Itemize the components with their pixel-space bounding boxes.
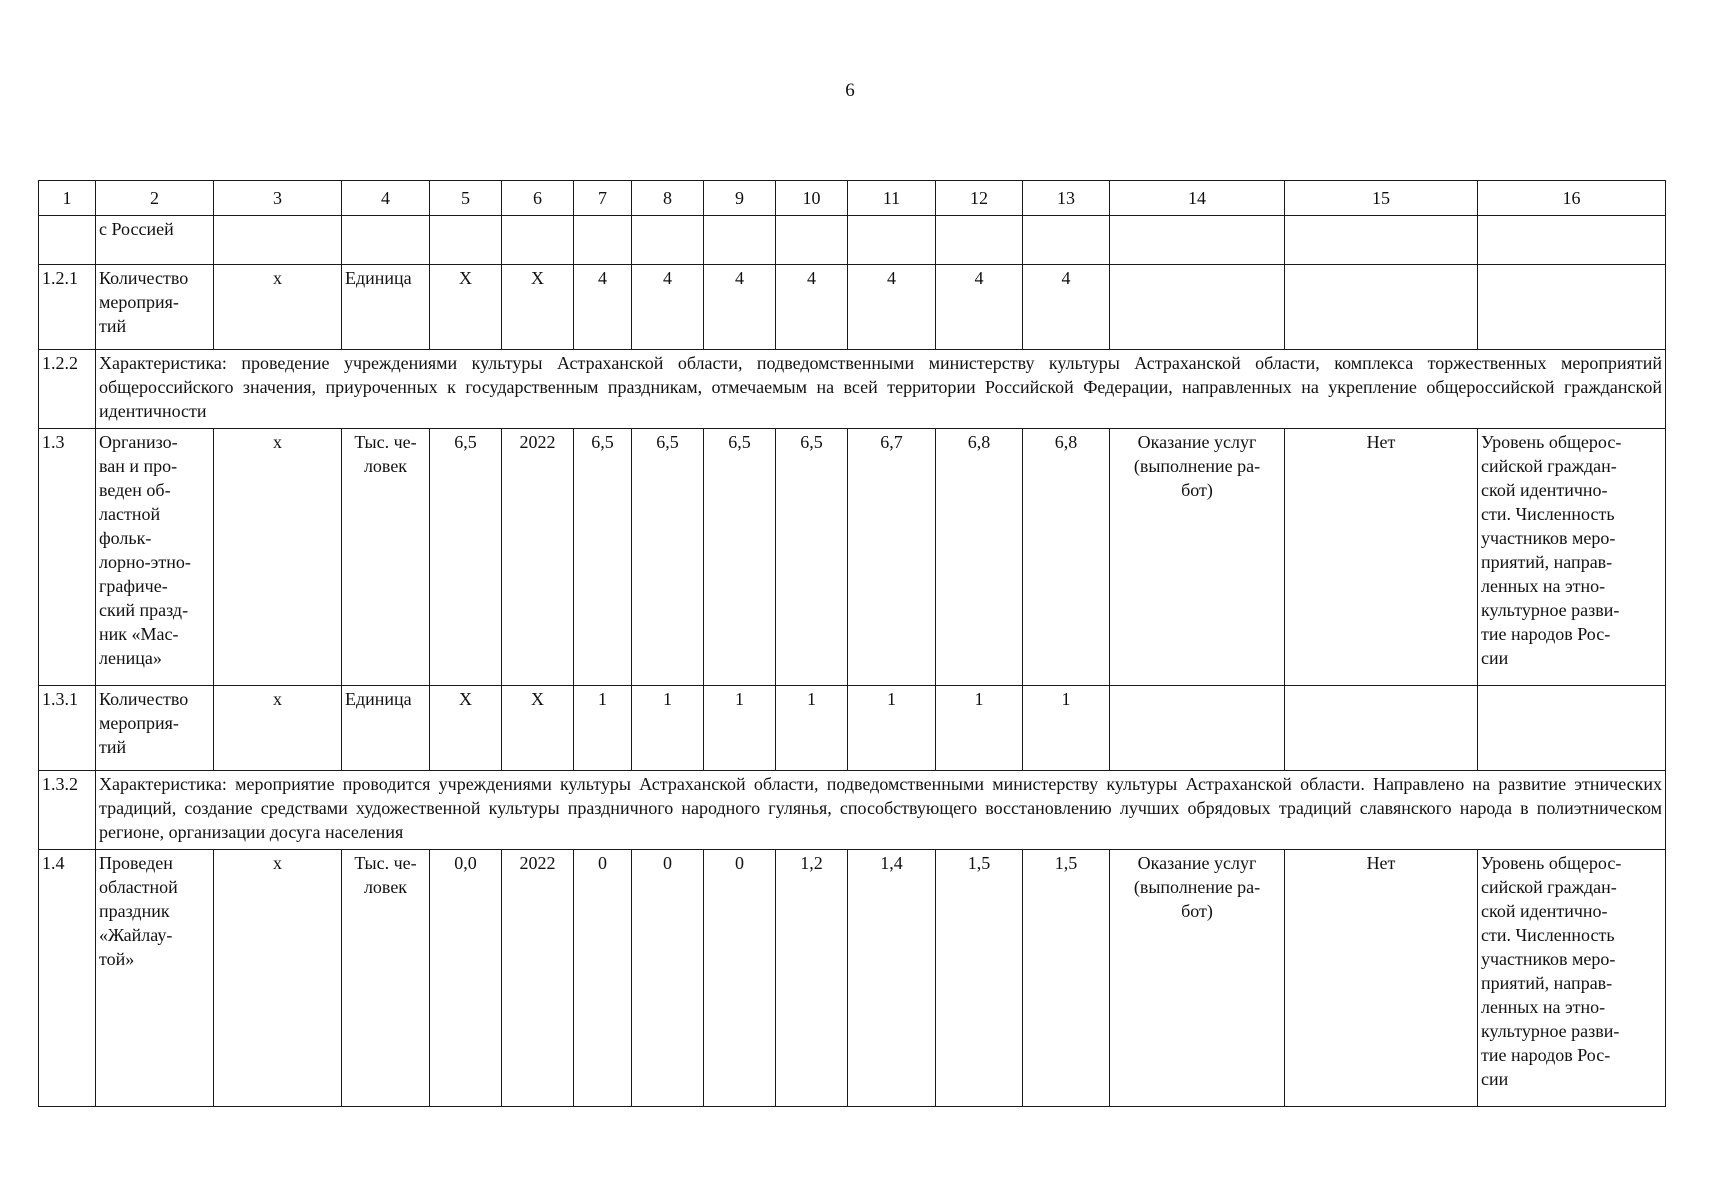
cell-flag: Нет — [1285, 850, 1478, 1107]
table-row — [39, 350, 1666, 429]
cell-value: 4 — [776, 265, 848, 350]
table-row — [39, 771, 1666, 850]
cell-value: 1 — [1023, 686, 1110, 771]
cell-kind: Оказание услуг (выполнение ра- бот) — [1110, 429, 1285, 686]
cell-empty — [1478, 216, 1666, 265]
cell-name: Количество мероприя- тий — [96, 265, 214, 350]
cell-flag: Нет — [1285, 429, 1478, 686]
col-header: 16 — [1478, 181, 1666, 216]
cell-empty — [574, 216, 632, 265]
col-header: 5 — [430, 181, 502, 216]
cell-value: 6,5 — [776, 429, 848, 686]
cell-value: 1,2 — [776, 850, 848, 1107]
table-row — [39, 429, 1666, 686]
cell-number: 1.3.2 — [39, 771, 96, 850]
cell-empty — [704, 216, 776, 265]
cell-type: х — [214, 429, 342, 686]
cell-value: 6,5 — [704, 429, 776, 686]
cell-value: Х — [502, 265, 574, 350]
cell-empty — [342, 216, 430, 265]
table-row — [39, 265, 1666, 350]
col-header: 2 — [96, 181, 214, 216]
cell-value: 1 — [848, 686, 936, 771]
cell-value: 6,5 — [632, 429, 704, 686]
cell-unit: Тыс. че- ловек — [342, 850, 430, 1107]
cell-type: х — [214, 686, 342, 771]
cell-link: Уровень общерос- сийской граждан- ской идентично- сти. Численность участников меро- приятий, направ- ленных на этно- культурное разви- тие народов Рос- сии — [1478, 429, 1666, 686]
cell-value: 1,4 — [848, 850, 936, 1107]
cell-value: 4 — [936, 265, 1023, 350]
cell-value: 1 — [704, 686, 776, 771]
cell-kind: Оказание услуг (выполнение ра- бот) — [1110, 850, 1285, 1107]
cell-link: Уровень общерос- сийской граждан- ской идентично- сти. Численность участников меро- приятий, направ- ленных на этно- культурное разви- тие народов Рос- сии — [1478, 850, 1666, 1107]
table-row — [39, 850, 1666, 1107]
cell-unit: Единица — [342, 265, 430, 350]
page-number: 6 — [845, 80, 855, 101]
cell-empty — [214, 216, 342, 265]
cell-value: 6,5 — [574, 429, 632, 686]
cell-empty — [1110, 265, 1285, 350]
col-header: 3 — [214, 181, 342, 216]
cell-number: 1.2.2 — [39, 350, 96, 429]
cell-value: 6,8 — [1023, 429, 1110, 686]
cell-number: 1.3.1 — [39, 686, 96, 771]
cell-value: 1,5 — [1023, 850, 1110, 1107]
cell-empty — [1478, 265, 1666, 350]
col-header: 8 — [632, 181, 704, 216]
cell-empty — [776, 216, 848, 265]
cell-value: 6,8 — [936, 429, 1023, 686]
cell-value: 1,5 — [936, 850, 1023, 1107]
cell-value: 6,7 — [848, 429, 936, 686]
cell-name: Количество мероприя- тий — [96, 686, 214, 771]
table-row — [39, 216, 1666, 265]
cell-empty — [1110, 686, 1285, 771]
indicators-table — [38, 180, 1666, 1107]
col-header: 15 — [1285, 181, 1478, 216]
cell-empty — [430, 216, 502, 265]
cell-characteristic: Характеристика: мероприятие проводится учреждениями культуры Астраханской области, подведомственными министерству культуры Астраханской области. Направлено на развитие этнических традиций, создание средствами художественной культуры праздничного народного гулянья, способствующего восстановлению лучших обрядовых традиций славянского народа в полиэтническом регионе, организации досуга населения — [96, 771, 1666, 850]
cell-value: 4 — [1023, 265, 1110, 350]
cell-name: Организо- ван и про- веден об- ластной фольк- лорно-этно- графиче- ский празд- ник «Мас- леница» — [96, 429, 214, 686]
cell-type: х — [214, 850, 342, 1107]
col-header: 9 — [704, 181, 776, 216]
cell-type: х — [214, 265, 342, 350]
cell-characteristic: Характеристика: проведение учреждениями культуры Астраханской области, подведомственными министерству культуры Астраханской области, комплекса торжественных мероприятий общероссийского значения, приуроченных к государственным праздникам, отмечаемым на всей территории Российской Федерации, направленных на укрепление общероссийской гражданской идентичности — [96, 350, 1666, 429]
cell-name: Проведен областной праздник «Жайлау- той» — [96, 850, 214, 1107]
cell-unit: Единица — [342, 686, 430, 771]
cell-empty — [632, 216, 704, 265]
cell-value: Х — [430, 686, 502, 771]
cell-value: 1 — [936, 686, 1023, 771]
col-header: 6 — [502, 181, 574, 216]
cell-value: 0 — [704, 850, 776, 1107]
col-header: 10 — [776, 181, 848, 216]
cell-empty — [1285, 686, 1478, 771]
cell-number — [39, 216, 96, 265]
cell-empty — [1110, 216, 1285, 265]
col-header: 1 — [39, 181, 96, 216]
col-header: 13 — [1023, 181, 1110, 216]
col-header: 12 — [936, 181, 1023, 216]
table-row — [39, 686, 1666, 771]
cell-empty — [1478, 686, 1666, 771]
cell-value: 4 — [848, 265, 936, 350]
col-header: 14 — [1110, 181, 1285, 216]
cell-value: 0 — [574, 850, 632, 1107]
cell-number: 1.3 — [39, 429, 96, 686]
cell-empty — [1285, 265, 1478, 350]
cell-number: 1.4 — [39, 850, 96, 1107]
header-row — [39, 181, 1666, 216]
cell-empty — [502, 216, 574, 265]
cell-value: 1 — [574, 686, 632, 771]
cell-empty — [1285, 216, 1478, 265]
col-header: 4 — [342, 181, 430, 216]
cell-empty — [848, 216, 936, 265]
cell-value: 6,5 — [430, 429, 502, 686]
cell-value: 1 — [776, 686, 848, 771]
col-header: 11 — [848, 181, 936, 216]
cell-value: Х — [430, 265, 502, 350]
cell-value: 4 — [574, 265, 632, 350]
cell-value: 0,0 — [430, 850, 502, 1107]
cell-value: 1 — [632, 686, 704, 771]
col-header: 7 — [574, 181, 632, 216]
cell-value: 4 — [704, 265, 776, 350]
cell-value: 2022 — [502, 850, 574, 1107]
cell-name: с Россией — [96, 216, 214, 265]
cell-value: 4 — [632, 265, 704, 350]
cell-value: 2022 — [502, 429, 574, 686]
cell-number: 1.2.1 — [39, 265, 96, 350]
cell-empty — [1023, 216, 1110, 265]
cell-value: Х — [502, 686, 574, 771]
cell-empty — [936, 216, 1023, 265]
cell-value: 0 — [632, 850, 704, 1107]
cell-unit: Тыс. че- ловек — [342, 429, 430, 686]
